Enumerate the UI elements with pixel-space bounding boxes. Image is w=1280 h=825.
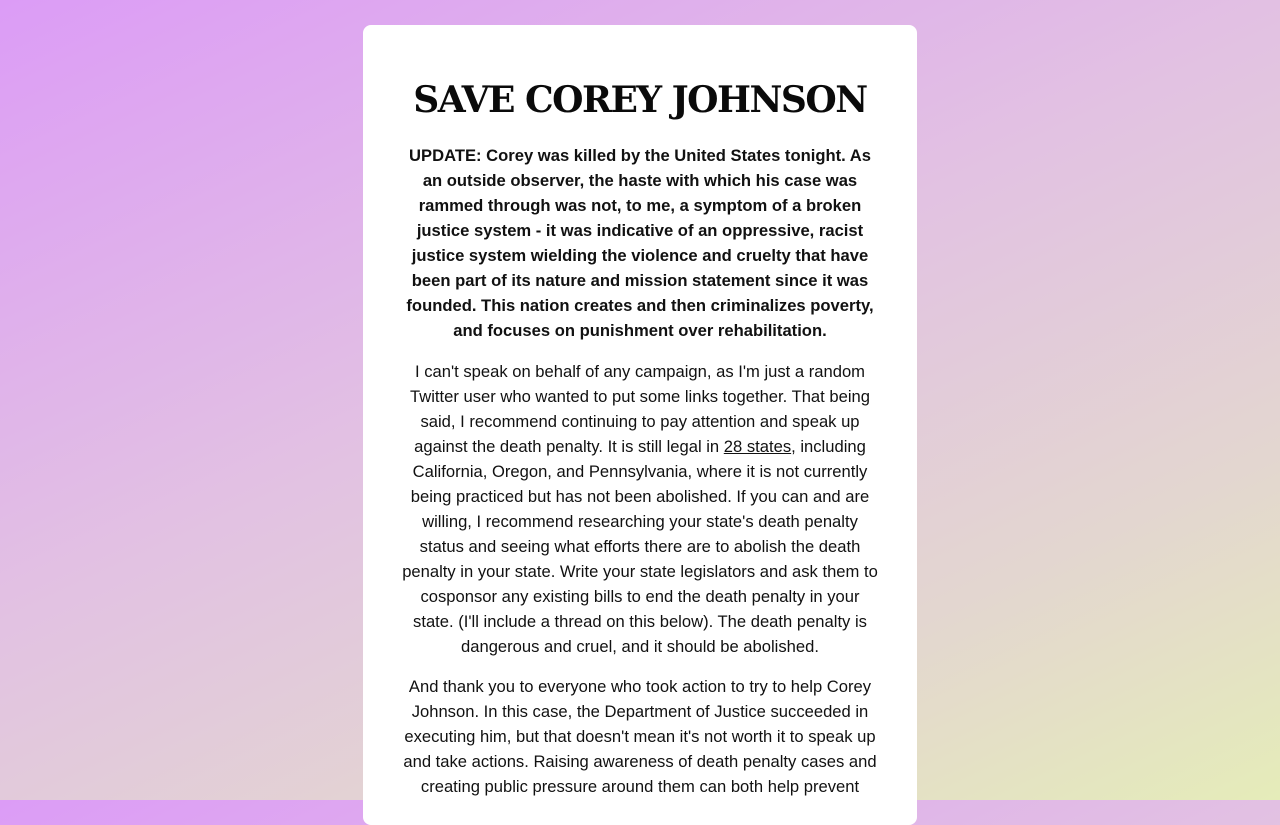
thanks-paragraph: And thank you to everyone who took action to try to help Corey Johnson. In this case, the Department of Justice succeeded in executing him, but that doesn't mean it's not worth it to speak up and take actions. Raising awareness of death penalty cases and creating public pressure around them can both help prevent [403,677,877,796]
advocacy-text-end: , including California, Oregon, and Pennsylvania, where it is not currently being practiced but has not been abolished. If you can and are willing, I recommend researching your state's death penalty status and seeing what efforts there are to abolish the death penalty in your state. Write your state legislators and ask them to cosponsor any existing bills to end the death penalty in your state. (I'll include a thread on this below). The death penalty is dangerous and cruel, and it should be abolished. [402,437,878,656]
page-title: SAVE COREY JOHNSON [413,79,867,121]
advocacy-paragraph [401,359,879,659]
advocacy-text-start: I can't speak on behalf of any campaign, as I'm just a random Twitter user who wanted to put some links together. That being said, I recommend continuing to pay attention and speak up against the death penalty. It is still legal in [410,362,870,456]
states-link[interactable]: 28 states [723,437,792,456]
update-paragraph: UPDATE: Corey was killed by the United States tonight. As an outside observer, the haste with which his case was rammed through was not, to me, a symptom of a broken justice system - it was indicative of an oppressive, racist justice system wielding the violence and cruelty that have been part of its nature and mission statement since it was founded. This nation creates and then criminalizes poverty, and focuses on punishment over rehabilitation. [406,146,874,340]
content-card [363,25,917,825]
